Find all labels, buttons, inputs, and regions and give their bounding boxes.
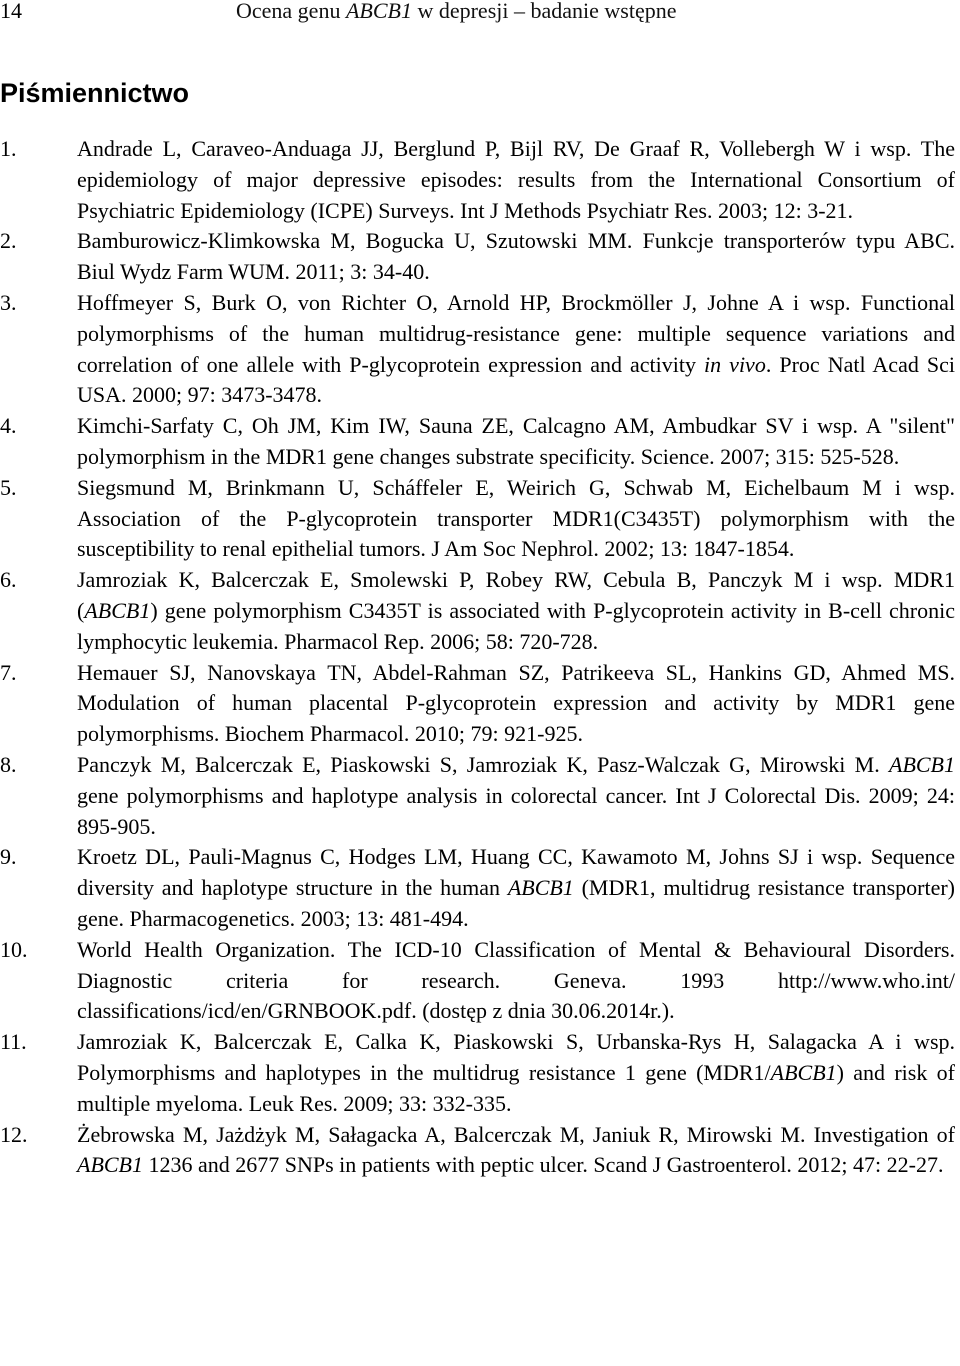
- reference-text: [77, 660, 955, 747]
- reference-text: [77, 290, 955, 407]
- text-run: Bamburowicz-Klimkowska M, Bogucka U, Szutowski MM. Funkcje transporterów typu ABC. Biul Wydz Farm WUM. 2011; 3: 34-40.: [77, 228, 955, 285]
- text-run: Jamroziak K, Balcerczak E, Smolewski P, Robey RW, Cebula B, Panczyk M i wsp. MDR1 (: [77, 567, 955, 623]
- text-run: Kroetz DL, Pauli-Magnus C, Hodges LM, Huang CC, Kawamoto M, Johns SJ i wsp. Sequence diversity and haplotype structure in the human: [77, 844, 955, 901]
- reference-number: 11.: [0, 1029, 27, 1055]
- reference-item: [0, 750, 955, 842]
- reference-item: [0, 411, 955, 473]
- text-run: w depresji – badanie wstępne: [411, 0, 677, 23]
- reference-text: [77, 413, 955, 469]
- italic-text: ABCB1: [889, 751, 955, 777]
- reference-text: [77, 475, 955, 562]
- text-run: Ocena genu: [236, 0, 346, 23]
- reference-text: [77, 1122, 955, 1178]
- reference-number: 5.: [0, 474, 17, 500]
- reference-text: [77, 844, 955, 931]
- text-run: (MDR1, multidrug resistance transporter) gene. Pharmacogenetics. 2003; 13: 481-494.: [77, 875, 956, 931]
- reference-item: [0, 1120, 955, 1182]
- reference-item: [0, 935, 955, 1027]
- reference-text: [77, 567, 955, 654]
- reference-item: [0, 288, 955, 411]
- reference-item: [0, 134, 955, 226]
- reference-item: [0, 565, 955, 657]
- italic-text: ABCB1: [84, 597, 151, 623]
- reference-item: [0, 658, 955, 750]
- reference-number: 9.: [0, 844, 17, 870]
- italic-text: in vivo: [704, 351, 766, 377]
- text-run: Kimchi-Sarfaty C, Oh JM, Kim IW, Sauna ZE, Calcagno AM, Ambudkar SV i wsp. A "silent" polymorphism in the MDR1 gene changes substrate specificity. Science. 2007; 315: 525-528.: [77, 413, 955, 469]
- reference-number: 8.: [0, 751, 17, 777]
- reference-number: 3.: [0, 289, 17, 315]
- text-run: World Health Organization. The ICD-10 Classification of Mental & Behavioural Disorders. Diagnostic criteria for research. Geneva. 1993 http://www.who.int/ classifications/icd/en/GRNBOOK.pdf. (dostęp z dnia 30.06.2014r.).: [77, 936, 955, 1024]
- italic-text: ABCB1: [770, 1059, 837, 1085]
- text-run: Hoffmeyer S, Burk O, von Richter O, Arnold HP, Brockmöller J, Johne A i wsp. Functional polymorphisms of the human multidrug-resistance gene: multiple sequence variations and correlation of one allele with P-glycoprotein expression and activity: [77, 289, 955, 377]
- reference-number: 6.: [0, 567, 17, 593]
- reference-item: [0, 1027, 955, 1119]
- text-run: Hemauer SJ, Nanovskaya TN, Abdel-Rahman SZ, Patrikeeva SL, Hankins GD, Ahmed MS. Modulation of human placental P-glycoprotein expression and activity by MDR1 gene polymorphisms. Biochem Pharmacol. 2010; 79: 921-925.: [77, 659, 955, 747]
- text-run: Panczyk M, Balcerczak E, Piaskowski S, Jamroziak K, Pasz-Walczak G, Mirowski M.: [77, 751, 889, 777]
- text-run: Żebrowska M, Jażdżyk M, Sałagacka A, Balcerczak M, Janiuk R, Mirowski M. Investigation of: [77, 1121, 955, 1147]
- text-run: ) gene polymorphism C3435T is associated with P-glycoprotein activity in B-cell chronic lymphocytic leukemia. Pharmacol Rep. 2006; 58: 720-728.: [77, 597, 955, 654]
- reference-list: [0, 134, 955, 1181]
- section-heading: Piśmiennictwo: [0, 78, 190, 108]
- text-run: ) and risk of multiple myeloma. Leuk Res. 2009; 33: 332-335.: [77, 1059, 955, 1116]
- italic-text: ABCB1: [345, 0, 412, 23]
- reference-number: 2.: [0, 228, 17, 254]
- text-run: Siegsmund M, Brinkmann U, Scháffeler E, Weirich G, Schwab M, Eichelbaum M i wsp. Association of the P-glycoprotein transporter MDR1(C3435T) polymorphism with the susceptibility to renal epithelial tumors. J Am Soc Nephrol. 2002; 13: 1847-1854.: [77, 474, 955, 562]
- reference-number: 1.: [0, 136, 17, 161]
- italic-text: ABCB1: [77, 1152, 143, 1178]
- reference-number: 12.: [0, 1121, 28, 1147]
- reference-item: [0, 226, 955, 288]
- reference-item: [0, 842, 955, 934]
- text-run: . Proc Natl Acad Sci USA. 2000; 97: 3473-3478.: [77, 351, 955, 408]
- reference-text: [77, 752, 955, 839]
- reference-text: [77, 136, 955, 223]
- reference-number: 10.: [0, 936, 28, 962]
- reference-number: 7.: [0, 659, 17, 685]
- reference-text: [77, 937, 955, 1024]
- page-header: [0, 0, 960, 30]
- text-run: 1236 and 2677 SNPs in patients with peptic ulcer. Scand J Gastroenterol. 2012; 47: 22-27.: [143, 1152, 944, 1178]
- reference-item: [0, 473, 955, 565]
- reference-text: [77, 228, 955, 284]
- running-title: [236, 0, 676, 22]
- reference-text: [77, 1029, 955, 1116]
- reference-number: 4.: [0, 413, 17, 439]
- text-run: gene polymorphisms and haplotype analysis in colorectal cancer. Int J Colorectal Dis. 2009; 24: 895-905.: [77, 782, 955, 839]
- italic-text: ABCB1: [507, 875, 574, 901]
- text-run: Jamroziak K, Balcerczak E, Calka K, Piaskowski S, Urbanska-Rys H, Salagacka A i wsp. Polymorphisms and haplotypes in the multidrug resistance 1 gene (MDR1/: [77, 1029, 955, 1085]
- page-number: 14: [0, 0, 22, 23]
- text-run: Andrade L, Caraveo-Anduaga JJ, Berglund P, Bijl RV, De Graaf R, Vollebergh W i wsp. The epidemiology of major depressive episodes: results from the International Consortium of Psychiatric Epidemiology (ICPE) Surveys. Int J Methods Psychiatr Res. 2003; 12: 3-21.: [77, 136, 955, 223]
